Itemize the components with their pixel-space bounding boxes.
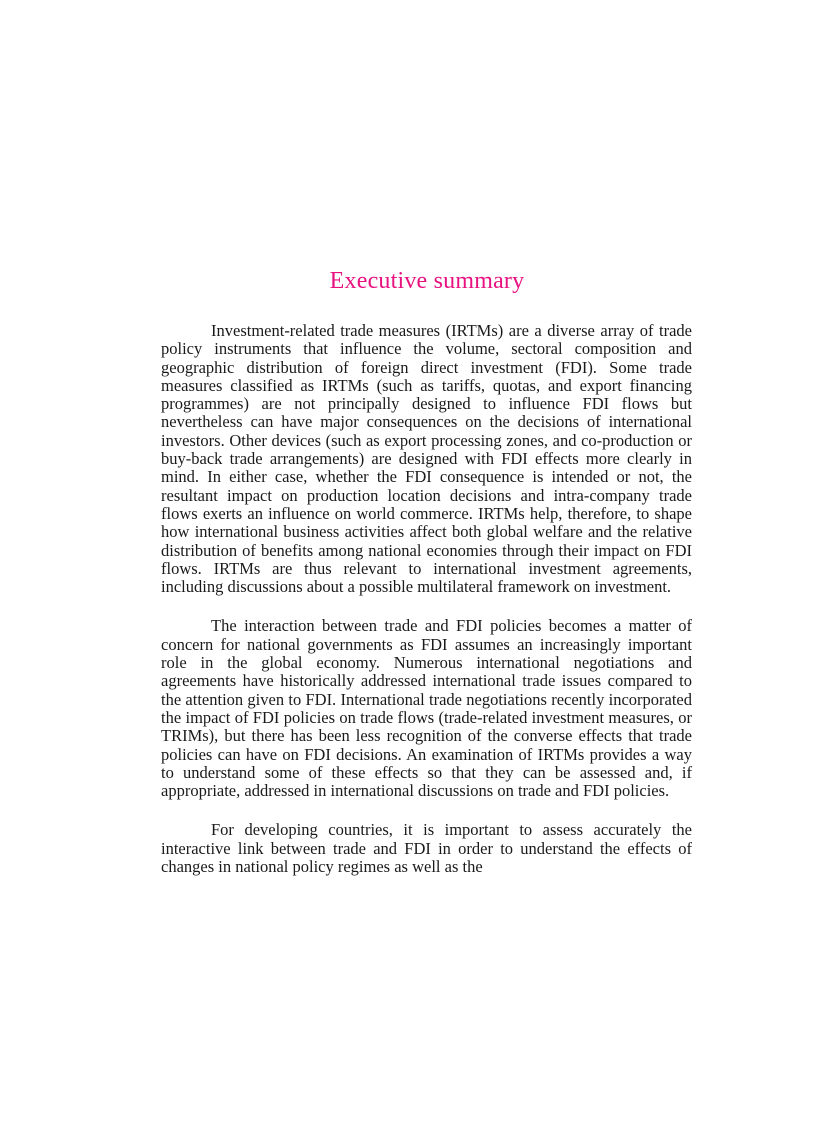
body-text — [161, 322, 692, 897]
paragraph-trade-fdi-interaction: The interaction between trade and FDI policies becomes a matter of concern for national governments as FDI assumes an increasingly important role in the global economy. Numerous international negotiations and agreements have historically addressed international trade issues compared to the attention given to FDI. International trade negotiations recently incorporated the impact of FDI policies on trade flows (trade-related investment measures, or TRIMs), but there has been less recognition of the converse effects that trade policies can have on FDI decisions. An examination of IRTMs provides a way to understand some of these effects so that they can be assessed and, if appropriate, addressed in international discussions on trade and FDI policies. — [161, 616, 692, 801]
paragraph-irtms-definition: Investment-related trade measures (IRTMs) are a diverse array of trade policy instruments that influence the volume, sectoral composition and geographic distribution of foreign direct investment (FDI). Some trade measures classified as IRTMs (such as tariffs, quotas, and export financing programmes) are not principally designed to influence FDI flows but nevertheless can have major consequences on the decisions of international investors. Other devices (such as export processing zones, and co-production or buy-back trade arrangements) are designed with FDI effects more clearly in mind. In either case, whether the FDI consequence is intended or not, the resultant impact on production location decisions and intra-company trade flows exerts an influence on world commerce. IRTMs help, therefore, to shape how international business activities affect both global welfare and the relative distribution of benefits among national economies through their impact on FDI flows. IRTMs are thus relevant to international investment agreements, including discussions about a possible multilateral framework on investment. — [161, 321, 692, 597]
page-title: Executive summary — [329, 268, 525, 294]
paragraph-developing-countries: For developing countries, it is important to assess accurately the interactive link between trade and FDI in order to understand the effects of changes in national policy regimes as well as the — [161, 820, 692, 877]
